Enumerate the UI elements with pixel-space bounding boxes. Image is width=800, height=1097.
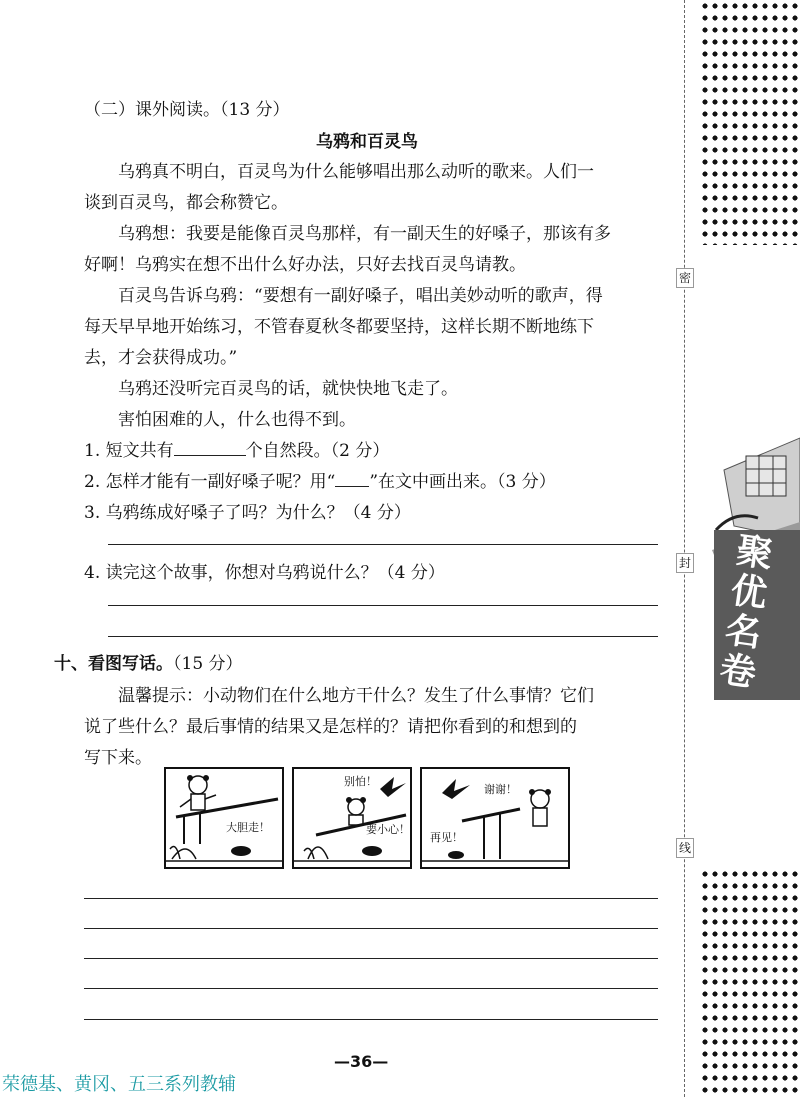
- brand-badge: [704, 430, 800, 700]
- writing-line-4[interactable]: [84, 988, 658, 989]
- passage-title: 乌鸦和百灵鸟: [316, 132, 418, 152]
- writing-line-5[interactable]: [84, 1019, 658, 1020]
- dot-pattern-top: [700, 0, 800, 245]
- dot-pattern-bottom: [700, 868, 800, 1097]
- paragraph-3-line-2: 每天早早地开始练习，不管春夏秋冬都要坚持，这样长期不断地练下: [84, 317, 594, 337]
- answer-line-q3[interactable]: [108, 544, 658, 545]
- paragraph-2-line-2: 好啊！乌鸦实在想不出什么好办法，只好去找百灵鸟请教。: [84, 255, 526, 275]
- brand-text: 聚优名卷: [717, 530, 776, 695]
- question-2-underline-sample: [335, 486, 369, 487]
- paragraph-1-line-2: 谈到百灵鸟，都会称赞它。: [84, 193, 288, 213]
- panel-1-drawing: [166, 769, 282, 867]
- question-4: 4. 读完这个故事，你想对乌鸦说什么？（4 分）: [84, 563, 445, 583]
- question-1-prefix: 1. 短文共有: [84, 441, 174, 461]
- writing-hint-line-2: 说了些什么？最后事情的结果又是怎样的？请把你看到的和想到的: [84, 717, 577, 737]
- comic-panel-1: [164, 767, 284, 869]
- question-1: [84, 441, 389, 461]
- seal-cut-line: [684, 0, 685, 1097]
- comic-panel-3: [420, 767, 570, 869]
- writing-line-1[interactable]: [84, 898, 658, 899]
- question-3: 3. 乌鸦练成好嗓子了吗？为什么？（4 分）: [84, 503, 411, 523]
- paragraph-3-line-3: 去，才会获得成功。”: [84, 348, 238, 368]
- question-1-suffix: 个自然段。（2 分）: [245, 441, 390, 461]
- footer-brand: 荣德基、黄冈、五三系列教辅: [2, 1074, 236, 1095]
- panel-2-bubble-1: 别怕！: [344, 775, 377, 788]
- panel-3-bubble-2: 再见！: [430, 831, 463, 844]
- question-2-suffix: ”在文中画出来。（3 分）: [369, 472, 556, 492]
- comic-panel-2: [292, 767, 412, 869]
- paragraph-4-line-1: 乌鸦还没听完百灵鸟的话，就快快地飞走了。: [118, 379, 458, 399]
- panel-2-bubble-2: 要小心！: [366, 823, 410, 836]
- question-1-blank[interactable]: [174, 455, 246, 456]
- writing-hint-line-3: 写下来。: [84, 748, 152, 768]
- paragraph-5-line-1: 害怕困难的人，什么也得不到。: [118, 410, 356, 430]
- answer-line-q4-2[interactable]: [108, 636, 658, 637]
- paragraph-3-line-1: 百灵鸟告诉乌鸦：“要想有一副好嗓子，唱出美妙动听的歌声，得: [118, 286, 603, 306]
- seal-char-feng: 封: [676, 553, 694, 573]
- page-number: —36—: [334, 1052, 389, 1071]
- writing-heading-title: 十、看图写话。: [54, 654, 173, 674]
- answer-line-q4-1[interactable]: [108, 605, 658, 606]
- question-2: [84, 472, 556, 492]
- seal-char-mi: 密: [676, 268, 694, 288]
- writing-line-3[interactable]: [84, 958, 658, 959]
- writing-heading-score: （15 分）: [173, 654, 243, 674]
- reading-heading: （二）课外阅读。（13 分）: [84, 100, 290, 120]
- paragraph-1-line-1: 乌鸦真不明白，百灵鸟为什么能够唱出那么动听的歌来。人们一: [118, 162, 594, 182]
- paragraph-2-line-1: 乌鸦想：我要是能像百灵鸟那样，有一副天生的好嗓子，那该有多: [118, 224, 611, 244]
- seal-char-xian: 线: [676, 838, 694, 858]
- panel-3-bubble-1: 谢谢！: [484, 783, 517, 796]
- writing-hint-line-1: 温馨提示：小动物们在什么地方干什么？发生了什么事情？它们: [118, 686, 594, 706]
- writing-heading: [54, 654, 243, 674]
- writing-line-2[interactable]: [84, 928, 658, 929]
- panel-1-bubble-1: 大胆走！: [226, 821, 270, 834]
- question-2-prefix: 2. 怎样才能有一副好嗓子呢？用“: [84, 472, 336, 492]
